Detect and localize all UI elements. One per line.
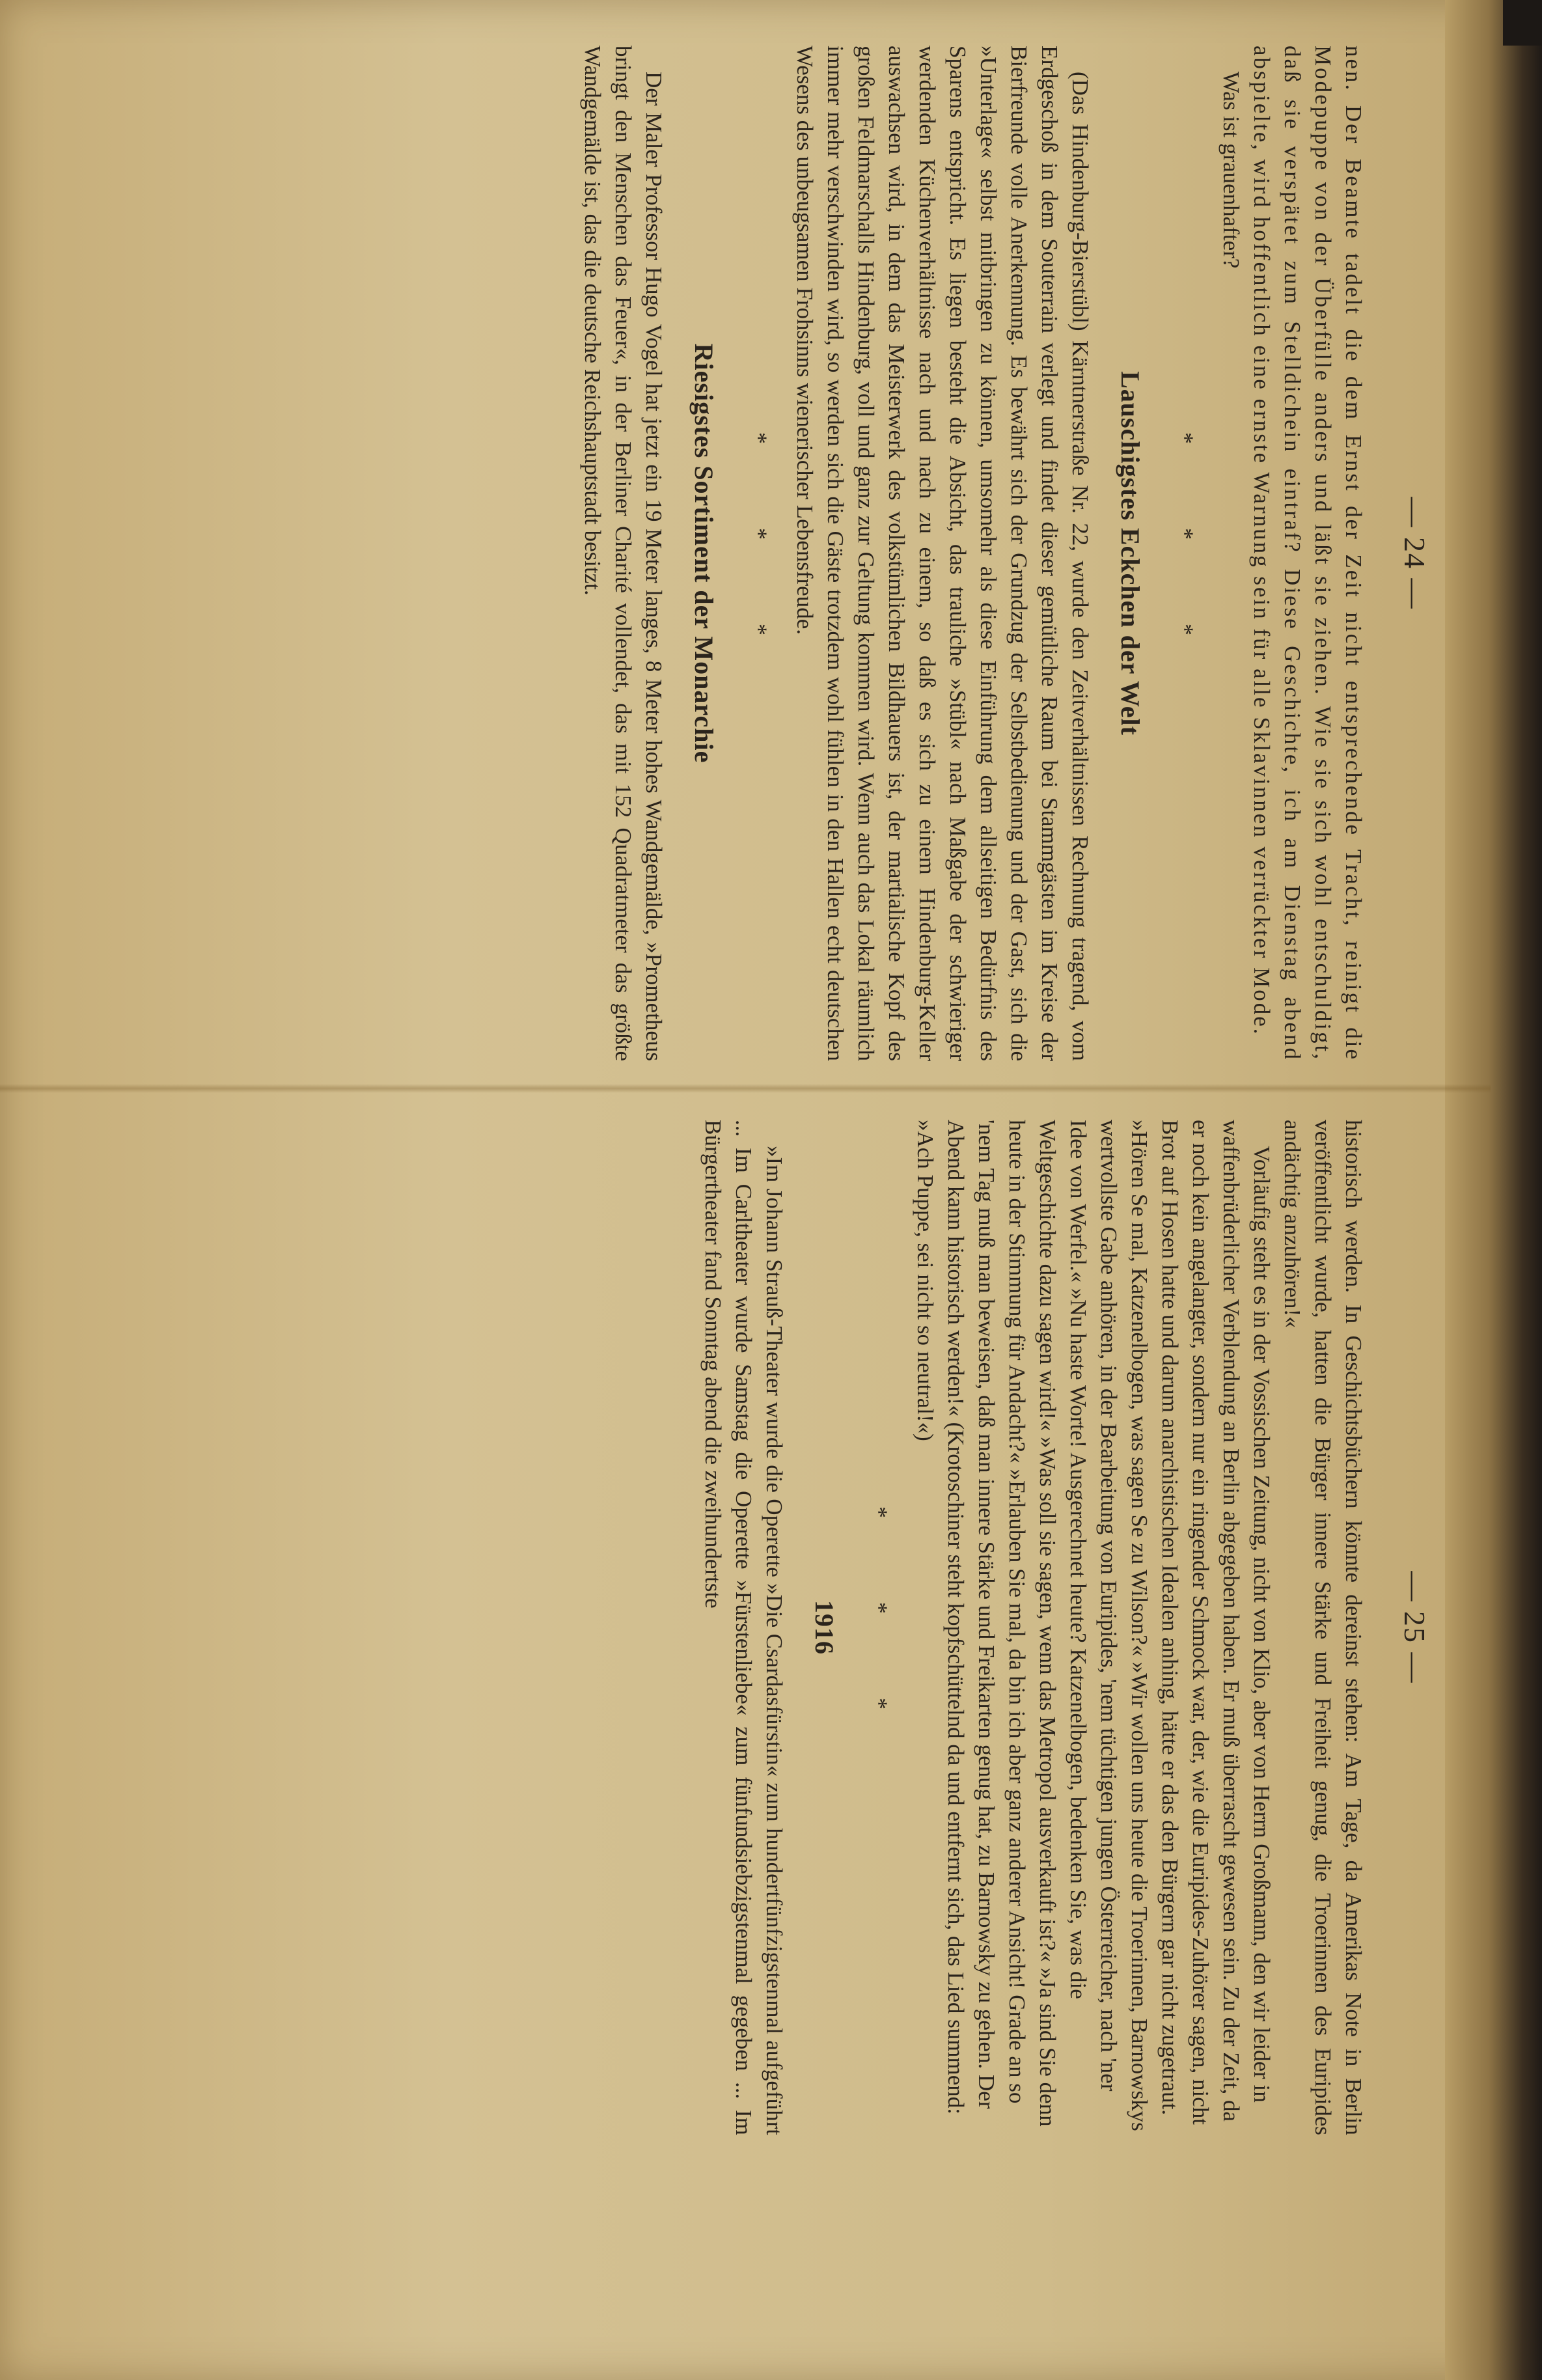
page-fold xyxy=(0,1084,1491,1093)
article-paragraph: (Das Hindenburg-Bierstübl) Kärntnerstraße Nr. 22, wurde den Zeitverhältnissen Rechnung tragend, vom Erdgeschoß in dem Souterrain verlegt und findet dieser gemütliche Raum bei Stammgästen im Kreise der Bierfreunde volle Anerkennung. Es bewährt sich der Grundzug der Selbstbedienung und der Gast, sich die »Unterlage« selbst mitbringen zu können, umsomehr als diese Einführung dem allseitigen Bedürfnis des Sparens entspricht. Es liegen besteht die Absicht, das trauliche »Stübl« nach Maßgabe der schwieriger werdenden Küchenverhältnisse nach und nach zu einem, so daß es sich zu einem Hindenburg-Keller auswachsen wird, in dem das Meisterwerk des volkstümlichen Bildhauers ist, der martialische Kopf des großen Feldmarschalls Hindenburg, voll und ganz zur Geltung kommen wird. Wenn auch das Lokal räumlich immer mehr verschwinden wird, so werden sich die Gäste trotzdem wohl fühlen in den Hallen echt deutschen Wesens des unbeugsamen Frohsinns wienerischer Lebensfreude. xyxy=(792,46,1093,1061)
page-24-intro-paragraph: nen. Der Beamte tadelt die dem Ernst der Zeit nicht entsprechende Tracht, reinigt die Modepuppe von der Überfülle anders und läßt sie ziehen. Wie sie sich wohl entschuldigt, daß sie verspätet zum Stelldichein eintraf? Diese Geschichte, ich am Dienstag abend abspielte, wird hoffentlich eine ernste Warnung sein für alle Sklavinnen verrückter Mode. xyxy=(1249,46,1366,1061)
article-paragraph: Der Maler Professor Hugo Vogel hat jetzt ein 19 Meter langes, 8 Meter hohes Wandgemälde, »Prometheus bringt den Menschen das Feuer«, in der Berliner Charité vollendet, das mit 152 Quadratmeter das größte Wandgemälde ist, das die deutsche Reichshauptstadt besitzt. xyxy=(580,46,667,1061)
page-25-intro-paragraph: historisch werden. In Geschichtsbüchern könnte dereinst stehen: Am Tage, da Amerikas Note in Berlin veröffentlicht wurde, hatten die Bürger innere Stärke und Freiheit genug, die Troerinnen des Euripides andächtig anzuhören!« xyxy=(1280,1120,1366,2135)
question-line: Was ist grauenhafter? xyxy=(1218,72,1244,269)
page-number: — 25 — xyxy=(1398,1571,1431,1684)
corner-tab xyxy=(1503,0,1542,46)
section-divider: * * * xyxy=(746,432,772,674)
section-divider: * * * xyxy=(1172,432,1198,674)
section-divider: * * * xyxy=(866,1506,892,1749)
page-number: — 24 — xyxy=(1398,497,1431,610)
binding-edge xyxy=(1445,0,1542,2380)
section-heading: 1916 xyxy=(810,1600,839,1655)
article-paragraph: Vorläufig steht es in der Vossischen Zeitung, nicht von Klio, aber von Herrn Großmann, den wir leider in waffenbrüderlicher Verblendung an Berlin abgegeben haben. Er muß überrascht gewesen sein. Zu der Zeit, da er noch kein angelangter, sondern nur ein ringender Schmock war, der, wie die Euripides-Zuhörer sagen, nicht Brot auf Hosen hatte und darum anarchistischen Idealen anhing, hätte er das den Bürgern gar nicht zugetraut. »Hören Se mal, Katzenelbogen, was sagen Se zu Wilson?« »Wir wollen uns heute die Troerinnen, Barnowskys wertvollste Gabe anhören, in der Bearbeitung von Euripides, 'nem tüchtigen jungen Österreicher, nach 'ner Idee von Werfel.« »Nu haste Worte! Ausgerechnet heute? Katzenelbogen, bedenken Sie, was die Weltgeschichte dazu sagen wird!« »Was soll sie sagen, wenn das Metropol ausverkauft ist?« »Ja sind Sie denn heute in der Stimmung für Andacht?« »Erlauben Sie mal, da bin ich aber ganz anderer Ansicht! Grade an so 'nem Tag muß man beweisen, daß man innere Stärke und Freikarten genug hat, zu Barnowsky zu gehen. Der Abend kann historisch werden!« (Krotoschiner steht kopfschüttelnd da und entfernt sich, das Lied summend: »Ach Puppe, sei nicht so neutral!«) xyxy=(913,1120,1274,2131)
section-heading: Lauschigstes Eckchen der Welt xyxy=(1116,371,1145,736)
article-paragraph: »Im Johann Strauß-Theater wurde die Operette »Die Csardasfürstin« zum hundertfünfzigstenmal aufgeführt ... Im Carltheater wurde Samstag die Operette »Fürstenliebe« zum fünfundsiebzigstenmal gegeben ... Im Bürgertheater fand Sonntag abend die zweihundertste xyxy=(700,1120,787,2135)
page-24 xyxy=(0,46,1432,1061)
page-25 xyxy=(0,1120,1432,2135)
section-heading: Riesigstes Sortiment der Monarchie xyxy=(689,343,719,764)
